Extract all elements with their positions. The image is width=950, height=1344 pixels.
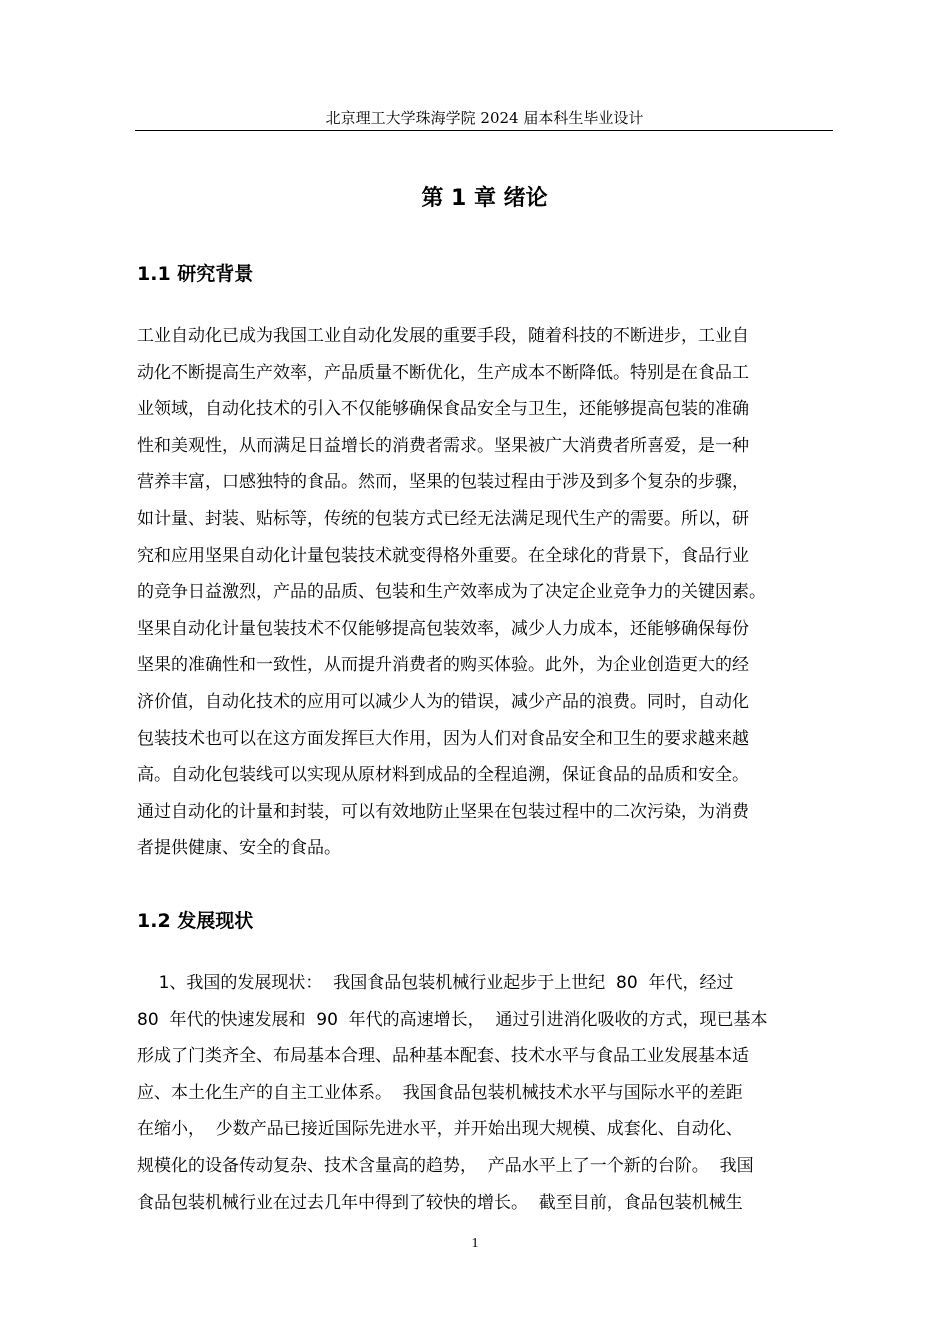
text-line: 动化不断提高生产效率，产品质量不断优化，生产成本不断降低。特别是在食品工 [137,362,749,383]
header-rule [135,130,833,131]
paragraph-development-status [137,965,847,1221]
text-line: 济价值，自动化技术的应用可以减少人为的错误，减少产品的浪费。同时，自动化 [137,691,749,712]
chapter-title: 第 1 章 绪论 [421,186,548,211]
text-line: 营养丰富，口感独特的食品。然而，坚果的包装过程由于涉及到多个复杂的步骤， [137,472,749,493]
text-line: 80 年代的快速发展和 90 年代的高速增长， 通过引进消化吸收的方式，现已基本 [137,1009,768,1030]
text-line: 通过自动化的计量和封装，可以有效地防止坚果在包装过程中的二次污染，为消费 [137,801,749,822]
section-title-1-2: 1.2 发展现状 [137,910,254,932]
text-line: 如计量、封装、贴标等，传统的包装方式已经无法满足现代生产的需要。所以，研 [137,508,749,529]
text-line: 究和应用坚果自动化计量包装技术就变得格外重要。在全球化的背景下，食品行业 [137,545,749,566]
text-line: 工业自动化已成为我国工业自动化发展的重要手段，随着科技的不断进步，工业自 [137,326,749,346]
page-number: 1 [471,1236,479,1251]
text-line: 形成了门类齐全、布局基本合理、品种基本配套、技术水平与食品工业发展基本适 [137,1046,749,1067]
paragraph-research-background [137,318,847,867]
text-line: 性和美观性，从而满足日益增长的消费者需求。坚果被广大消费者所喜爱，是一种 [137,435,749,456]
text-line: 1、我国的发展现状： 我国食品包装机械行业起步于上世纪 80 年代，经过 [137,973,734,993]
text-line: 食品包装机械行业在过去几年中得到了较快的增长。 截至目前，食品包装机械生 [137,1192,743,1213]
text-line: 规模化的设备传动复杂、技术含量高的趋势， 产品水平上了一个新的台阶。 我国 [137,1155,754,1176]
text-line: 者提供健康、安全的食品。 [137,838,341,859]
text-line: 的竞争日益激烈，产品的品质、包装和生产效率成为了决定企业竞争力的关键因素。 [137,582,766,603]
section-title-1-1: 1.1 研究背景 [137,263,254,285]
text-line: 坚果的准确性和一致性，从而提升消费者的购买体验。此外，为企业创造更大的经 [137,655,749,676]
page-header: 北京理工大学珠海学院 2024 届本科生毕业设计 [325,109,644,127]
text-line: 坚果自动化计量包装技术不仅能够提高包装效率，减少人力成本，还能够确保每份 [137,618,749,639]
text-line: 业领域，自动化技术的引入不仅能够确保食品安全与卫生，还能够提高包装的准确 [137,399,749,420]
text-line: 高。自动化包装线可以实现从原材料到成品的全程追溯，保证食品的品质和安全。 [137,765,749,786]
text-line: 在缩小， 少数产品已接近国际先进水平，并开始出现大规模、成套化、自动化、 [137,1119,743,1140]
text-line: 包装技术也可以在这方面发挥巨大作用，因为人们对食品安全和卫生的要求越来越 [137,728,749,749]
text-line: 应、本土化生产的自主工业体系。 我国食品包装机械技术水平与国际水平的差距 [137,1082,743,1103]
